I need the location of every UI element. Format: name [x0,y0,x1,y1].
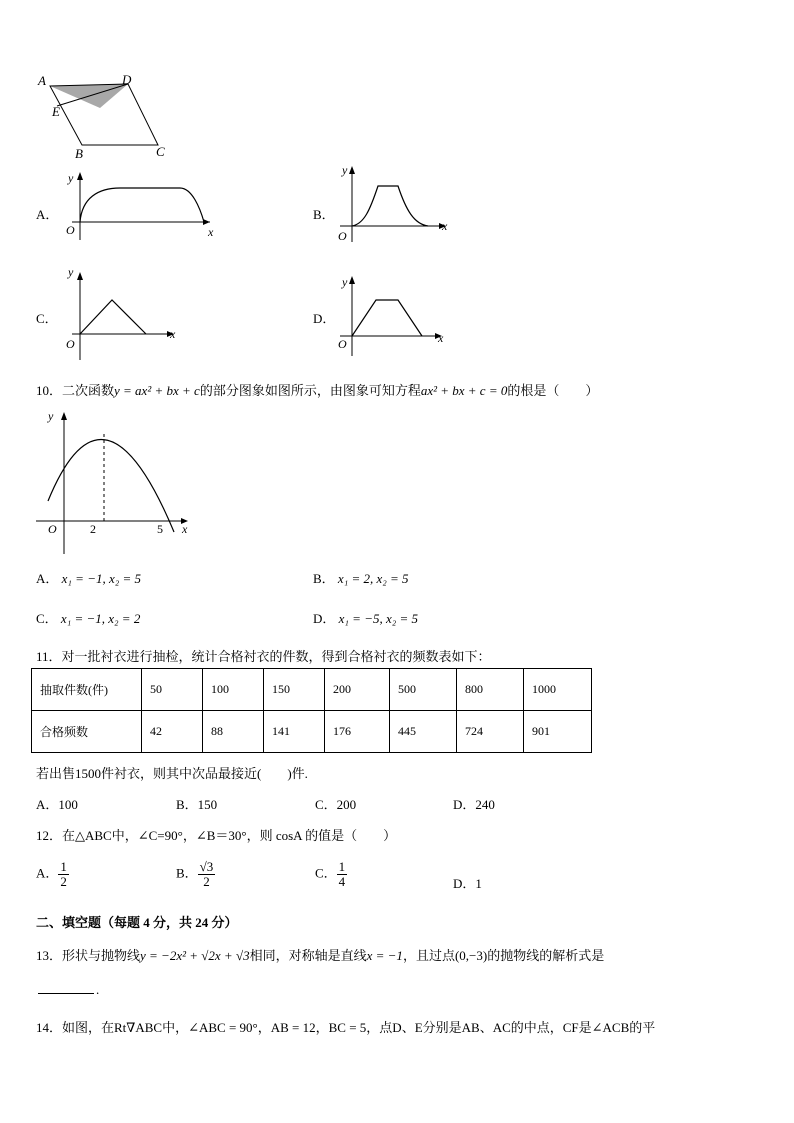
q9-option-a-label: A． [36,207,59,222]
svg-text:O: O [338,337,347,351]
q11-question: 若出售1500件衬衣，则其中次品最接近( )件. [36,766,308,781]
label-c: C [156,144,165,159]
svg-text:O: O [66,337,75,351]
frequency-table [31,668,592,753]
q10-option-b: B． x₁ = 2, x₂ = 5 [313,571,409,586]
q10-option-a: A． x₁ = −1, x₂ = 5 [36,571,142,586]
table-cell: 42 [142,711,203,753]
svg-text:x: x [442,219,448,233]
svg-text:y: y [68,265,74,279]
q10-option-d: D． x₁ = −5, x₂ = 5 [313,611,419,626]
svg-text:x: x [170,327,176,341]
svg-text:y: y [342,275,348,289]
table-cell: 88 [203,711,264,753]
q12-option-b: B． $\frac{√3}{2}$ [176,859,214,889]
q12-stem: 12．在△ABC中，∠C=90°，∠B＝30°，则 cosA 的值是（ ） [36,828,397,843]
q11-stem: 11．对一批衬衣进行抽检，统计合格衬衣的件数，得到合格衬衣的频数表如下： [36,649,491,664]
q13-formula: y = −2x² + √2x + √3 [140,948,250,963]
table-cell: 176 [325,711,390,753]
q9-option-c-label: C． [36,311,58,326]
curve-b [352,186,428,226]
table-cell: 1000 [524,669,592,711]
answer-blank[interactable] [38,993,94,994]
label-b: B [75,146,83,161]
table-cell: 800 [457,669,524,711]
svg-text:x: x [182,522,188,536]
q11-option-a: A．100 [36,797,78,812]
table-cell: 合格频数 [32,711,142,753]
q10-formula: y = ax² + bx + c [114,383,200,398]
curve-a [80,188,204,222]
table-cell: 445 [390,711,457,753]
q10-parabola-graph [36,404,196,556]
q12-option-d: D．1 [453,876,482,891]
table-cell: 150 [264,669,325,711]
table-cell: 724 [457,711,524,753]
q11-option-d: D．240 [453,797,495,812]
svg-text:y: y [68,171,74,185]
svg-text:O: O [48,522,57,536]
table-cell: 901 [524,711,592,753]
svg-text:O: O [66,223,75,237]
table-cell: 500 [390,669,457,711]
curve-c [80,300,146,334]
label-e: E [52,104,60,119]
svg-text:y: y [342,163,348,177]
curve-d [352,300,422,336]
q10-equation: ax² + bx + c = 0 [420,383,508,398]
blank-period: . [96,982,100,997]
q9-graph-c [60,264,185,360]
svg-text:O: O [338,229,347,242]
q11-option-b: B．150 [176,797,218,812]
q9-graph-a [60,168,220,240]
q9-option-d-label: D． [313,311,336,326]
parallelogram-figure [30,70,180,165]
section-heading: 二、填空题（每题 4 分，共 24 分） [36,915,238,930]
q9-graph-b [332,160,457,242]
table-row [32,711,592,753]
table-cell: 200 [325,669,390,711]
q12-option-a: A． $\frac{1}{2}$ [36,859,67,889]
q9-graph-d [332,268,457,356]
q13-stem: 13．形状与抛物线y = −2x² + √2x + √3相同，对称轴是直线x = −1，且过点(0,−3)的抛物线的解析式是 [36,948,605,963]
label-d: D [122,72,132,87]
parabola-curve [48,439,174,532]
q12-option-c: C． $\frac{1}{4}$ [315,859,346,889]
table-cell: 100 [203,669,264,711]
svg-text:x: x [208,225,214,239]
svg-text:2: 2 [90,522,96,536]
table-cell: 141 [264,711,325,753]
svg-text:5: 5 [157,522,163,536]
svg-text:y: y [48,409,54,423]
table-cell: 抽取件数(件) [32,669,142,711]
q10-option-c: C． x₁ = −1, x₂ = 2 [36,611,141,626]
table-cell: 50 [142,669,203,711]
q10-stem: 10．二次函数y = ax² + bx + c的部分图象如图所示，由图象可知方程ax² + bx + c = 0的根是（ ） [36,383,599,398]
q9-option-b-label: B． [313,207,335,222]
svg-text:x: x [438,331,444,345]
label-a: A [38,73,46,88]
table-row [32,669,592,711]
q11-option-c: C．200 [315,797,357,812]
q14-stem: 14．如图，在Rt∇ABC中，∠ABC = 90°，AB = 12，BC = 5，点D、E分别是AB、AC的中点，CF是∠ACB的平 [36,1020,656,1035]
